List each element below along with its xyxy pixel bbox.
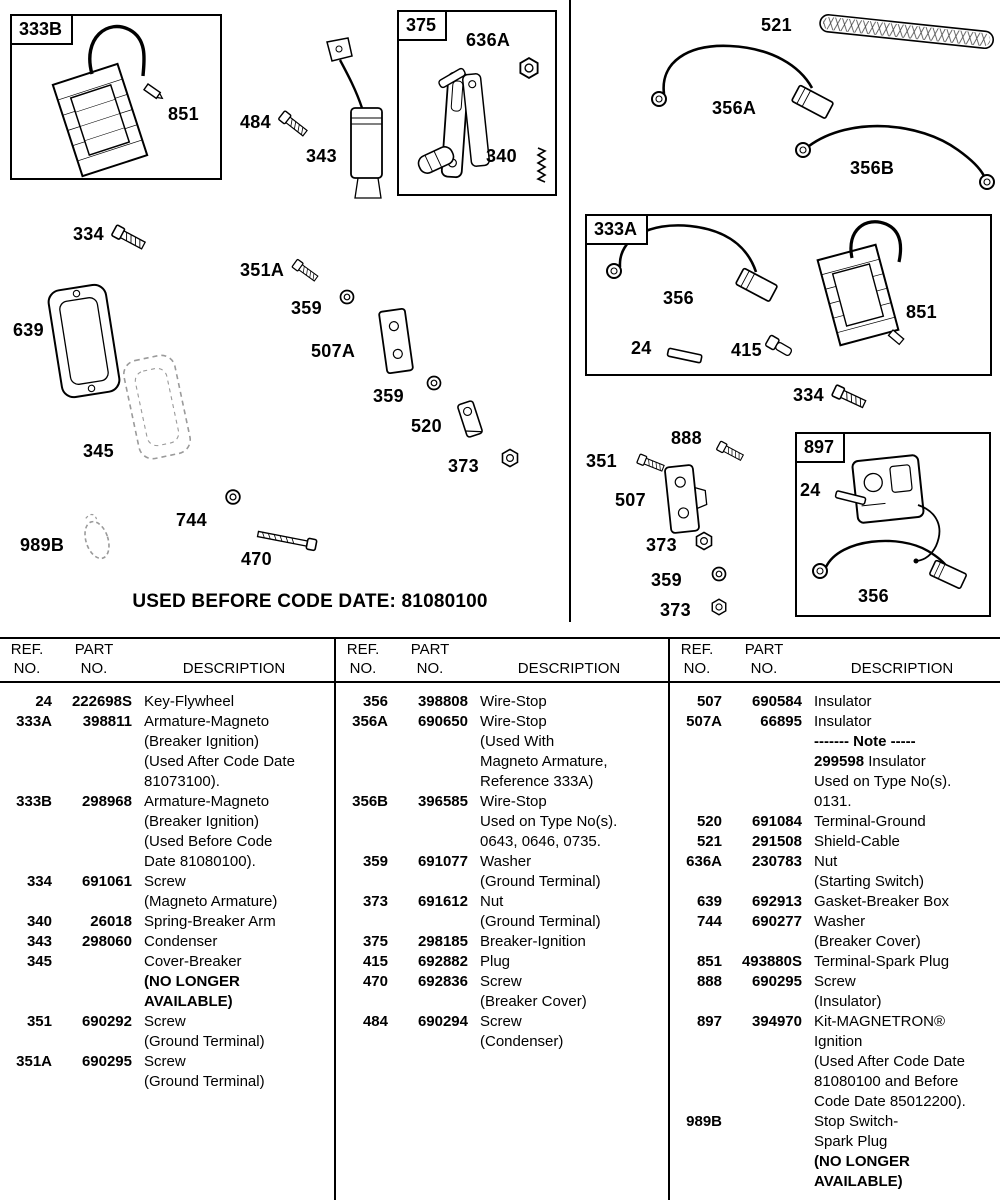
insulator-507a-art bbox=[379, 308, 413, 373]
part-number: 690295 bbox=[81, 1053, 132, 1070]
part-ref: 507A bbox=[686, 713, 722, 730]
screw-334-right-art bbox=[832, 385, 867, 410]
part-callout-345: 345 bbox=[83, 441, 114, 461]
part-ref: 359 bbox=[362, 853, 388, 870]
part-number: 691612 bbox=[417, 893, 468, 910]
part-row-345 bbox=[0, 952, 334, 1012]
part-ref: 888 bbox=[696, 973, 722, 990]
part-ref: 520 bbox=[696, 813, 722, 830]
part-row-520 bbox=[670, 812, 1000, 832]
wire-stop-356b-art bbox=[796, 126, 994, 189]
part-callout-373: 373 bbox=[646, 535, 677, 555]
part-row-521 bbox=[670, 832, 1000, 852]
part-callout-356B: 356B bbox=[850, 158, 895, 178]
part-callout-415: 415 bbox=[731, 340, 762, 360]
part-number: 398808 bbox=[417, 693, 468, 710]
header-description: DESCRIPTION bbox=[517, 660, 621, 677]
part-ref: 851 bbox=[696, 953, 722, 970]
part-number: 692913 bbox=[751, 893, 802, 910]
part-row-484 bbox=[336, 1012, 668, 1052]
part-callout-989B: 989B bbox=[20, 535, 65, 555]
part-row-507 bbox=[670, 692, 1000, 712]
part-row-356B bbox=[336, 792, 668, 852]
part-ref: 356B bbox=[352, 793, 388, 810]
part-callout-351A: 351A bbox=[240, 260, 285, 280]
part-row-744 bbox=[670, 912, 1000, 952]
part-callout-334: 334 bbox=[793, 385, 824, 405]
part-row-989B bbox=[670, 1112, 1000, 1192]
cover-breaker-345-art bbox=[121, 353, 193, 462]
diagram-divider bbox=[569, 0, 571, 622]
part-callout-356: 356 bbox=[663, 288, 694, 308]
header-part-no: PART NO. bbox=[74, 641, 114, 677]
part-description: Breaker-Ignition bbox=[480, 933, 586, 950]
part-row-340 bbox=[0, 912, 334, 932]
screw-470-art bbox=[257, 529, 317, 551]
header-part-no: PART NO. bbox=[410, 641, 450, 677]
part-callout-24: 24 bbox=[800, 480, 821, 500]
header-part-no: PART NO. bbox=[744, 641, 784, 677]
part-callout-359: 359 bbox=[291, 298, 322, 318]
part-number: 690277 bbox=[751, 913, 802, 930]
table-header bbox=[336, 639, 668, 683]
part-row-415 bbox=[336, 952, 668, 972]
part-callout-851: 851 bbox=[906, 302, 937, 322]
part-description: Screw (Ground Terminal) bbox=[144, 1013, 265, 1050]
table-header bbox=[670, 639, 1000, 683]
part-number: 690650 bbox=[417, 713, 468, 730]
part-callout-744: 744 bbox=[176, 510, 207, 530]
part-ref: 897 bbox=[696, 1013, 722, 1030]
part-number: 298968 bbox=[81, 793, 132, 810]
part-callout-373: 373 bbox=[660, 600, 691, 620]
part-row-24 bbox=[0, 692, 334, 712]
part-number: 692836 bbox=[417, 973, 468, 990]
part-row-888 bbox=[670, 972, 1000, 1012]
part-callout-636A: 636A bbox=[466, 30, 511, 50]
part-number bbox=[722, 1112, 802, 1192]
part-ref: 333A bbox=[16, 713, 52, 730]
part-ref: 373 bbox=[362, 893, 388, 910]
parts-table bbox=[0, 637, 1000, 1200]
part-ref: 343 bbox=[26, 933, 52, 950]
part-callout-334: 334 bbox=[73, 224, 104, 244]
part-ref: 24 bbox=[35, 693, 52, 710]
part-number: 26018 bbox=[90, 913, 132, 930]
part-description: Washer (Ground Terminal) bbox=[480, 853, 601, 890]
part-description: Washer (Breaker Cover) bbox=[814, 913, 921, 950]
nut-373-art bbox=[697, 532, 712, 549]
part-ref: 351 bbox=[26, 1013, 52, 1030]
header-ref-no: REF. NO. bbox=[680, 641, 714, 677]
table-header bbox=[0, 639, 334, 683]
part-ref: 989B bbox=[686, 1113, 722, 1130]
part-description: Insulator ------- Note ----- 299598 Insulator Used on Type No(s). 0131. bbox=[814, 713, 952, 810]
part-row-356A bbox=[336, 712, 668, 792]
part-ref: 333B bbox=[16, 793, 52, 810]
washer-359-art bbox=[341, 291, 354, 304]
part-callout-470: 470 bbox=[241, 549, 272, 569]
part-number: 493880S bbox=[741, 953, 802, 970]
part-number: 690584 bbox=[751, 693, 802, 710]
part-ref: 415 bbox=[362, 953, 388, 970]
breaker-ignition-375-art bbox=[416, 68, 545, 182]
table-body bbox=[0, 683, 334, 1092]
part-row-351 bbox=[0, 1012, 334, 1052]
part-description: Terminal-Spark Plug bbox=[814, 953, 950, 970]
part-row-636A bbox=[670, 852, 1000, 892]
part-ref: 484 bbox=[362, 1013, 388, 1030]
part-row-343 bbox=[0, 932, 334, 952]
part-ref: 356A bbox=[352, 713, 388, 730]
washer-359-art bbox=[428, 377, 441, 390]
part-callout-343: 343 bbox=[306, 146, 337, 166]
part-callout-851: 851 bbox=[168, 104, 199, 124]
part-callout-373: 373 bbox=[448, 456, 479, 476]
parts-table-column-1 bbox=[0, 639, 334, 1200]
part-description: Key-Flywheel bbox=[144, 693, 235, 710]
part-description: Wire-Stop (Used With Magneto Armature, Reference 333A) bbox=[480, 713, 608, 790]
part-description: Stop Switch- Spark Plug (NO LONGER AVAILABLE) bbox=[814, 1113, 910, 1190]
part-description: Cover-Breaker (NO LONGER AVAILABLE) bbox=[144, 953, 242, 1010]
part-callout-351: 351 bbox=[586, 451, 617, 471]
shield-cable-521-art bbox=[819, 14, 994, 49]
part-description: Wire-Stop Used on Type No(s). 0643, 0646, 0735. bbox=[480, 793, 618, 850]
part-callout-24: 24 bbox=[631, 338, 652, 358]
part-number: 398811 bbox=[82, 713, 132, 730]
part-number: 222698S bbox=[71, 693, 132, 710]
part-description: Nut (Starting Switch) bbox=[814, 853, 925, 890]
part-ref: 351A bbox=[16, 1053, 52, 1070]
header-ref-no: REF. NO. bbox=[346, 641, 380, 677]
part-number: 690294 bbox=[417, 1013, 468, 1030]
part-callout-507A: 507A bbox=[311, 341, 356, 361]
part-row-334 bbox=[0, 872, 334, 912]
part-description: Wire-Stop bbox=[480, 693, 547, 710]
wire-stop-356a-art bbox=[652, 46, 834, 119]
part-description: Armature-Magneto (Breaker Ignition) (Used Before Code Date 81080100). bbox=[144, 793, 273, 870]
screw-351-art bbox=[637, 454, 665, 473]
header-description: DESCRIPTION bbox=[182, 660, 286, 677]
part-description: Plug bbox=[480, 953, 511, 970]
part-number: 692882 bbox=[417, 953, 468, 970]
part-number: 691077 bbox=[417, 853, 468, 870]
washer-359-art bbox=[713, 568, 726, 581]
part-number: 230783 bbox=[751, 853, 802, 870]
callout-box-label: 333B bbox=[10, 14, 73, 45]
table-body bbox=[670, 683, 1000, 1192]
part-description: Spring-Breaker Arm bbox=[144, 913, 276, 930]
part-description: Screw (Ground Terminal) bbox=[144, 1053, 265, 1090]
part-description: Nut (Ground Terminal) bbox=[480, 893, 601, 930]
part-description: Screw (Magneto Armature) bbox=[144, 873, 278, 910]
part-callout-639: 639 bbox=[13, 320, 44, 340]
part-number: 66895 bbox=[760, 713, 802, 730]
part-callout-340: 340 bbox=[486, 146, 517, 166]
part-callout-888: 888 bbox=[671, 428, 702, 448]
part-row-851 bbox=[670, 952, 1000, 972]
callout-box-label: 333A bbox=[585, 214, 648, 245]
callout-box-label: 897 bbox=[795, 432, 845, 463]
part-callout-356A: 356A bbox=[712, 98, 757, 118]
part-row-897 bbox=[670, 1012, 1000, 1112]
part-number: 691084 bbox=[751, 813, 802, 830]
part-ref: 470 bbox=[362, 973, 388, 990]
part-number: 298060 bbox=[81, 933, 132, 950]
part-row-639 bbox=[670, 892, 1000, 912]
part-ref: 744 bbox=[696, 913, 722, 930]
part-callout-484: 484 bbox=[240, 112, 271, 132]
part-row-351A bbox=[0, 1052, 334, 1092]
part-row-470 bbox=[336, 972, 668, 1012]
terminal-ground-520-art bbox=[457, 400, 483, 437]
condenser-343-art bbox=[327, 38, 382, 198]
part-ref: 334 bbox=[26, 873, 52, 890]
part-number: 690292 bbox=[81, 1013, 132, 1030]
part-row-375 bbox=[336, 932, 668, 952]
part-row-333B bbox=[0, 792, 334, 872]
part-ref: 345 bbox=[26, 953, 52, 970]
wire-stop-356-art bbox=[607, 225, 778, 301]
part-description: Insulator bbox=[814, 693, 872, 710]
part-description: Screw (Breaker Cover) bbox=[480, 973, 587, 1010]
armature-magneto-851-art bbox=[818, 222, 904, 345]
screw-351a-art bbox=[292, 259, 319, 282]
part-ref: 375 bbox=[362, 933, 388, 950]
stop-switch-989b-art bbox=[78, 512, 113, 562]
header-ref-no: REF. NO. bbox=[10, 641, 44, 677]
gasket-breaker-box-639-art bbox=[47, 283, 121, 399]
part-ref: 639 bbox=[696, 893, 722, 910]
part-row-333A bbox=[0, 712, 334, 792]
callout-box-label: 375 bbox=[397, 10, 447, 41]
part-ref: 356 bbox=[362, 693, 388, 710]
part-ref: 521 bbox=[696, 833, 722, 850]
part-number: 291508 bbox=[751, 833, 802, 850]
part-callout-359: 359 bbox=[373, 386, 404, 406]
header-description: DESCRIPTION bbox=[850, 660, 954, 677]
part-row-507A bbox=[670, 712, 1000, 812]
part-callout-520: 520 bbox=[411, 416, 442, 436]
nut-373-art bbox=[712, 599, 726, 614]
part-ref: 340 bbox=[26, 913, 52, 930]
parts-table-column-3 bbox=[668, 639, 1000, 1200]
part-description: Condenser bbox=[144, 933, 218, 950]
part-number bbox=[52, 952, 132, 1012]
kit-magnetron-897-art bbox=[813, 455, 967, 589]
part-number: 298185 bbox=[417, 933, 468, 950]
part-row-373 bbox=[336, 892, 668, 932]
part-ref: 507 bbox=[696, 693, 722, 710]
part-description: Armature-Magneto (Breaker Ignition) (Used After Code Date 81073100). bbox=[144, 713, 295, 790]
armature-magneto-333b-art bbox=[53, 27, 165, 177]
key-24-art bbox=[667, 348, 702, 363]
screw-334-left-art bbox=[111, 225, 146, 251]
screw-484-art bbox=[278, 111, 308, 138]
part-description: Kit-MAGNETRON® Ignition (Used After Code Date 81080100 and Before Code Date 85012200). bbox=[814, 1013, 966, 1110]
nut-373-art bbox=[503, 449, 518, 466]
part-row-359 bbox=[336, 852, 668, 892]
part-callout-359: 359 bbox=[651, 570, 682, 590]
part-number: 690295 bbox=[751, 973, 802, 990]
part-callout-507: 507 bbox=[615, 490, 646, 510]
part-callout-521: 521 bbox=[761, 15, 792, 35]
part-description: Screw (Insulator) bbox=[814, 973, 882, 1010]
part-number: 394970 bbox=[751, 1013, 802, 1030]
insulator-507-art bbox=[665, 464, 710, 534]
part-description: Terminal-Ground bbox=[814, 813, 926, 830]
table-body bbox=[336, 683, 668, 1052]
parts-table-column-2 bbox=[334, 639, 668, 1200]
part-callout-356: 356 bbox=[858, 586, 889, 606]
code-date-note: USED BEFORE CODE DATE: 81080100 bbox=[132, 591, 488, 612]
washer-744-art bbox=[226, 490, 240, 504]
part-description: Screw (Condenser) bbox=[480, 1013, 564, 1050]
part-description: Shield-Cable bbox=[814, 833, 900, 850]
screw-888-art bbox=[716, 441, 744, 462]
plug-415-art bbox=[765, 335, 794, 358]
part-number: 691061 bbox=[81, 873, 132, 890]
part-ref: 636A bbox=[686, 853, 722, 870]
part-number: 396585 bbox=[417, 793, 468, 810]
part-description: Gasket-Breaker Box bbox=[814, 893, 950, 910]
part-row-356 bbox=[336, 692, 668, 712]
nut-636a-art bbox=[520, 58, 537, 78]
